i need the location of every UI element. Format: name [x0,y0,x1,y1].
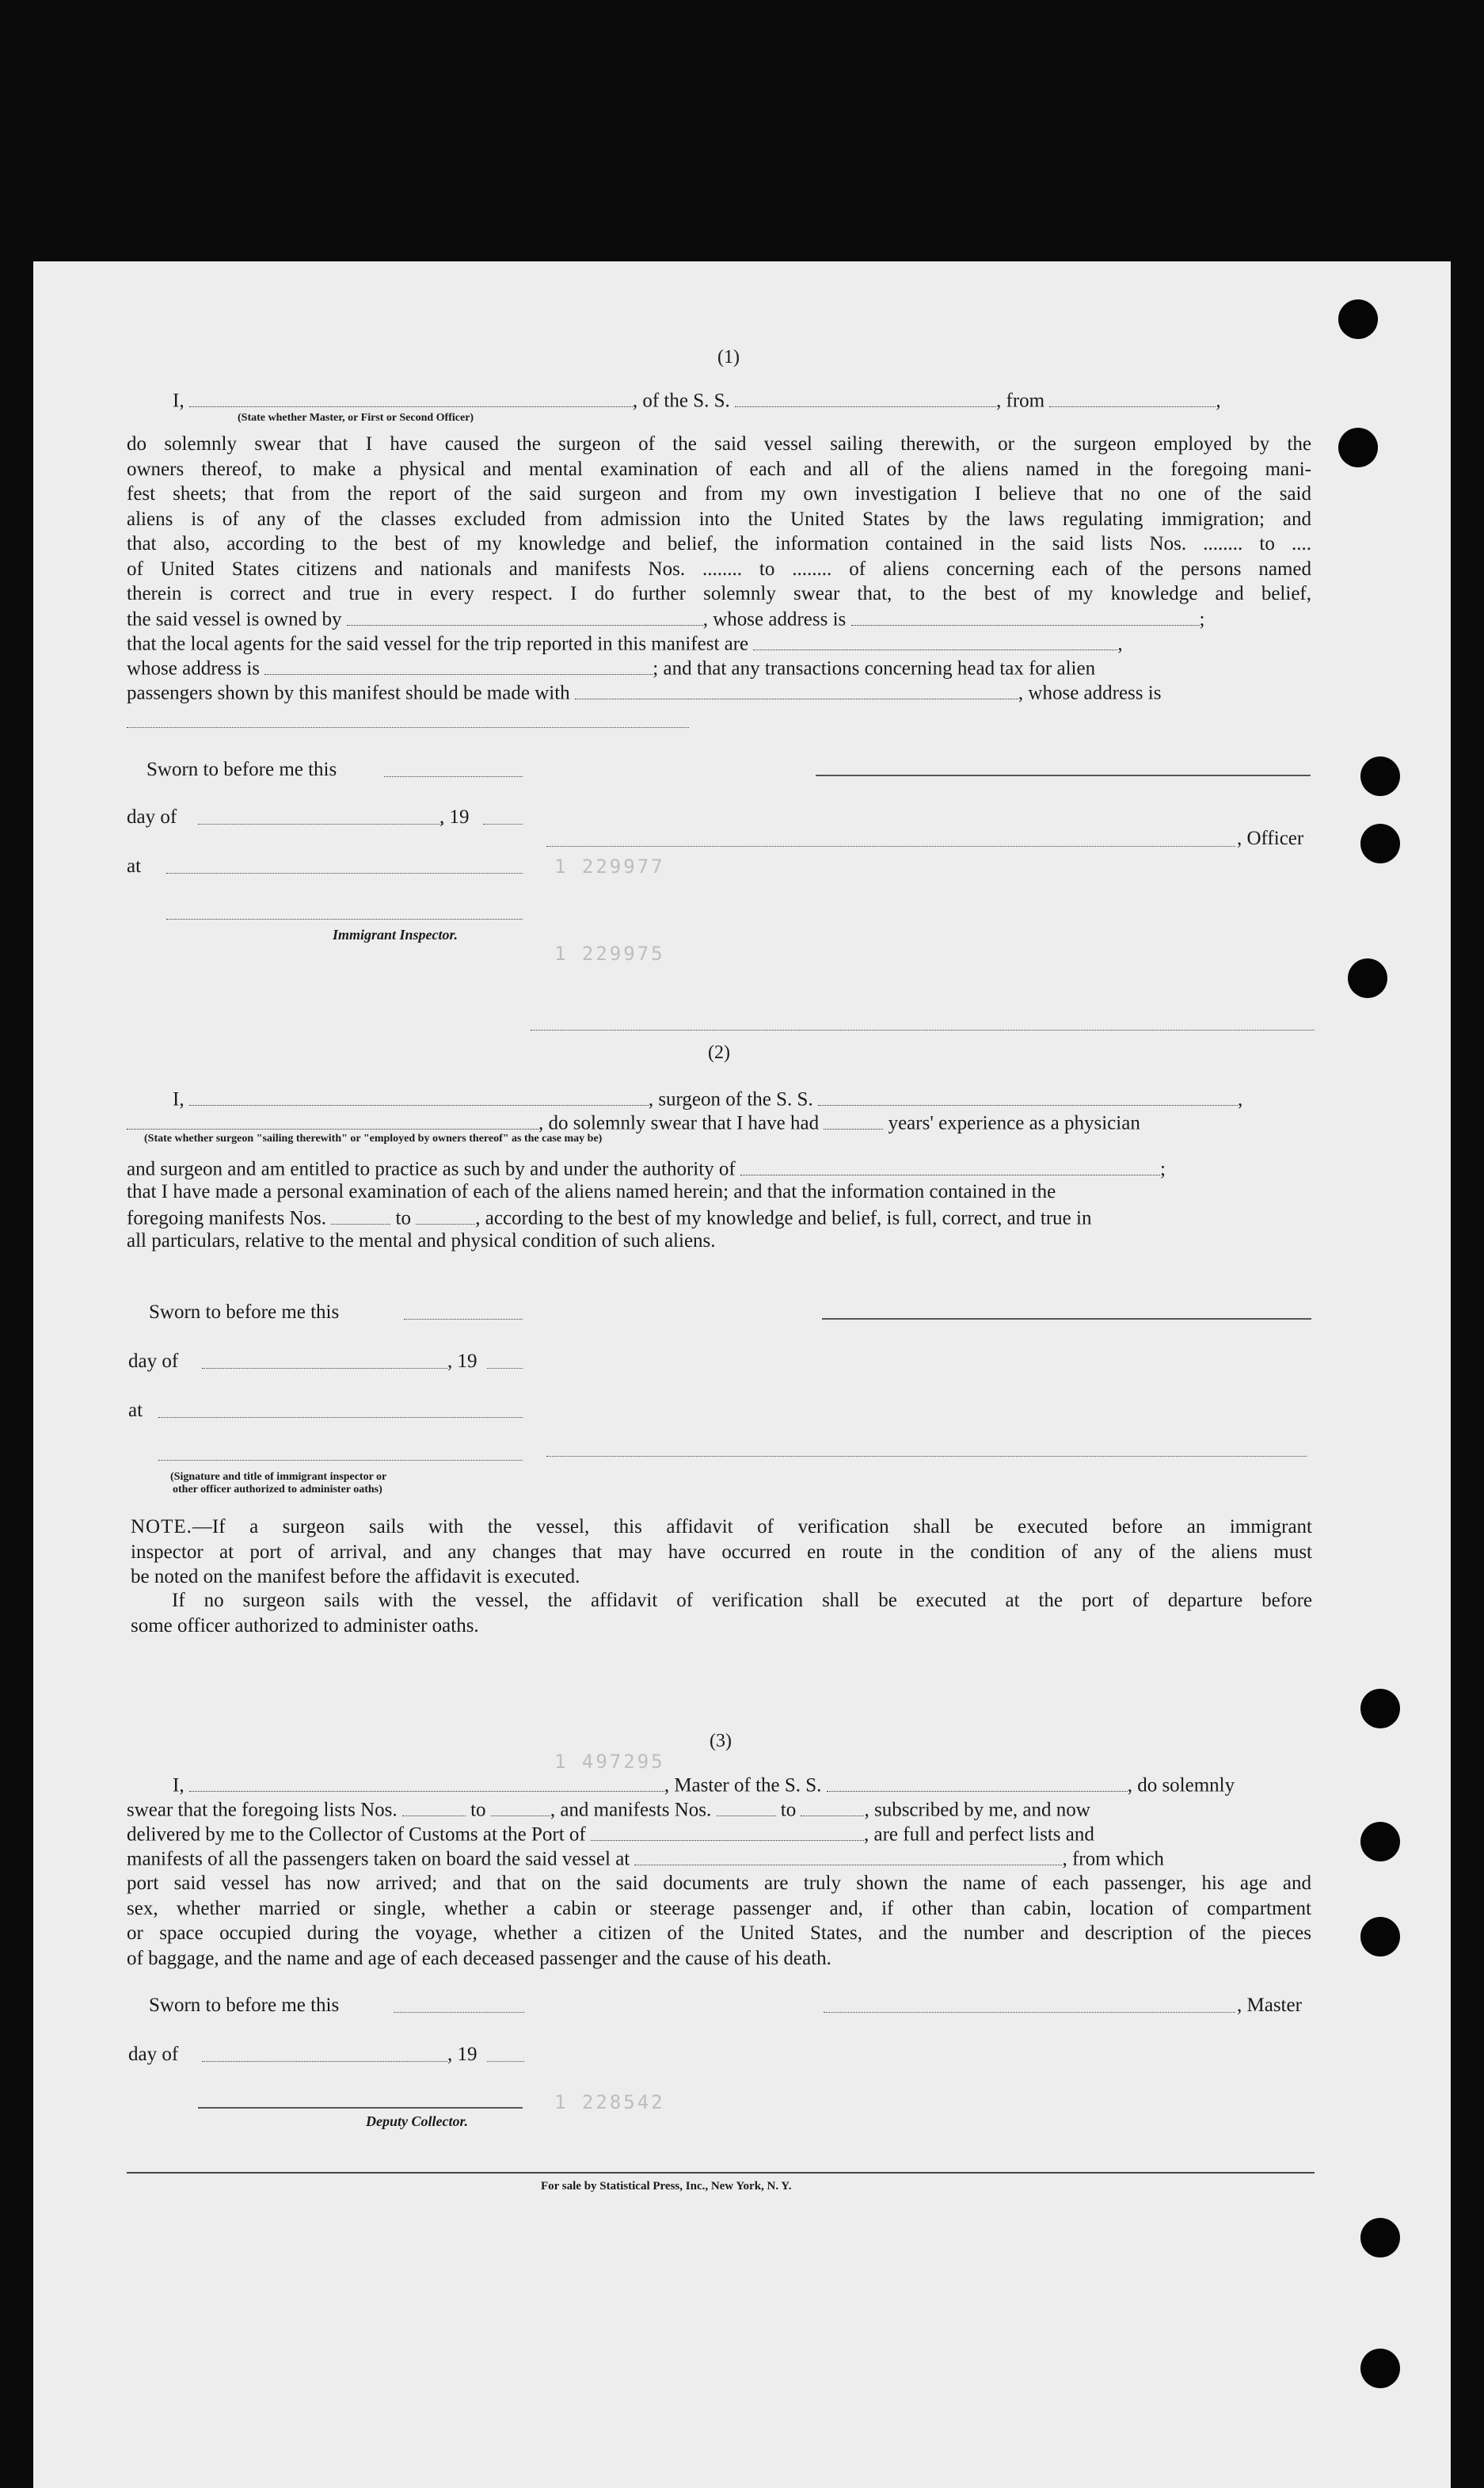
signature-caption-line-1: (Signature and title of immigrant inspector or [170,1471,387,1483]
address-continuation-rule [127,727,689,728]
passengers-line: passengers shown by this manifest should be made with , whose address is [127,680,1161,705]
day-blank-3 [202,2061,447,2062]
of-ss-label: , of the S. S. [632,390,730,412]
manifest-to-blank [416,1206,475,1225]
from-label: , from [996,390,1045,412]
at-blank-1 [166,873,523,874]
sworn-blank-2 [404,1319,523,1320]
day-blank-1 [198,824,443,825]
year-blank-3 [487,2061,524,2062]
day-of-label-1: day of [127,806,177,828]
note-label: NOTE. [131,1516,192,1537]
years-blank [824,1111,883,1130]
oath-i: I, [173,390,185,412]
punch-hole [1360,1822,1400,1861]
owned-by-line: the said vessel is owned by , whose address is ; [127,607,1204,631]
manifests-from-blank [717,1797,776,1816]
agents-blank [753,631,1117,650]
sworn-blank-1 [384,776,523,777]
officer-title-blank [546,846,1235,847]
manifest-from-blank [331,1206,390,1225]
section2-bottom-rule [546,1456,1307,1457]
surgeon-role-note: (State whether surgeon "sailing therewith" or "employed by owners thereof" as the case may be) [144,1133,603,1145]
deputy-collector-caption: Deputy Collector. [366,2113,468,2129]
owner-blank [347,607,703,626]
year-label-3: , 19 [447,2044,478,2065]
master-label: , Master [1237,1995,1302,2016]
master-oath-line-2: swear that the foregoing lists Nos. to , and manifests Nos. to , subscribed by me, and now [127,1797,1090,1822]
punch-hole [1348,958,1387,998]
sworn-label-3: Sworn to before me this [149,1995,340,2016]
master-vessel-blank [827,1773,1128,1792]
sworn-label-1: Sworn to before me this [146,759,337,780]
year-blank-2 [487,1368,523,1369]
year-label-1: , 19 [439,806,470,828]
agents-line: that the local agents for the said vessel for the trip reported in this manifest are , [127,631,1123,656]
at-label-1: at [127,855,142,877]
note-paragraph: NOTE.—If a surgeon sails with the vessel, this affidavit of verification shall be executed before an immigrant inspector at port of arrival, and any changes that may have occurred en route in the condition of any of the aliens must be noted on the manifest before the affidavit is executed. [131,1516,1312,1587]
name-blank [189,388,633,407]
sworn-label-2: Sworn to before me this [149,1301,340,1323]
at-blank-2 [158,1417,523,1418]
from-blank [1049,388,1216,407]
surgeon-oath-line-4: that I have made a personal examination of each of the aliens named herein; and that the information contained in the [127,1181,1056,1202]
surgeon-oath-line-5: foregoing manifests Nos. to , according to the best of my knowledge and belief, is full, correct, and true in [127,1206,1091,1230]
year-blank-1 [483,824,523,825]
sworn-blank-3 [394,2012,524,2013]
section-number-2: (2) [708,1042,730,1063]
punch-hole [1360,756,1400,796]
master-name-blank [189,1773,664,1792]
embark-port-blank [634,1846,1062,1865]
at-label-2: at [128,1400,143,1421]
manifests-to-blank [801,1797,864,1816]
bleed-through-stamp: 1 497295 [554,1751,665,1773]
punch-hole [1360,824,1400,863]
deputy-collector-signature-line [198,2107,523,2109]
day-of-label-2: day of [128,1351,179,1372]
bleed-through-stamp: 1 228542 [554,2091,665,2113]
punch-hole [1360,2218,1400,2257]
section2-rule [531,1030,1315,1031]
lists-from-blank [402,1797,466,1816]
printer-imprint: For sale by Statistical Press, Inc., New York, N. Y. [541,2180,792,2193]
section-number-1: (1) [717,347,740,368]
owner-address-blank [851,607,1200,626]
surgeon-vessel-blank [818,1087,1238,1106]
surgeon-oath-line-6: all particulars, relative to the mental and physical condition of such aliens. [127,1230,716,1252]
master-oath-line-1: I, , Master of the S. S. , do solemnly [173,1773,1235,1797]
bleed-through-stamp: 1 229975 [554,943,665,965]
section1-body: do solemnly swear that I have caused the surgeon of the said vessel sailing therewith, or the surgeon employed by the owners thereof, to make a physical and mental examination of each and all of the aliens named in the foregoing mani- fest sheets; that from the report of the said surgeon and from my own investigation I believe that no one of the said aliens is of any of the classes excluded from admission into the United States by the laws regulating immigration; and that also, according to the best of my knowledge and belief, the information contained in the said lists Nos. ........ to .... of United States citizens and nationals and manifests Nos. ........ to ........ of aliens concerning each of the persons named therein is correct and true in every respect. I do further solemnly swear that, to the best of my knowledge and belief, [127,433,1311,604]
surgeon-oath-line-1: I, , surgeon of the S. S. , [173,1087,1242,1111]
officer-signature-line [816,775,1311,776]
inspector-signature-blank [166,919,523,920]
punch-hole [1338,428,1378,467]
port-blank [591,1822,864,1841]
punch-hole [1360,1917,1400,1956]
footer-rule [127,2172,1315,2174]
surgeon-oath-line-3: and surgeon and am entitled to practice as such by and under the authority of ; [127,1156,1166,1181]
section-number-3: (3) [710,1731,732,1751]
immigrant-inspector-caption: Immigrant Inspector. [333,927,459,943]
bleed-through-stamp: 1 229977 [554,855,665,878]
punch-hole [1360,1689,1400,1728]
surgeon-name-blank [189,1087,649,1106]
day-blank-2 [202,1368,447,1369]
surgeon-oath-line-2: , do solemnly swear that I have had years' experience as a physician [127,1111,1140,1135]
surgeon-role-blank [127,1111,538,1130]
section3-body: port said vessel has now arrived; and that on the said documents are truly shown the name of each passenger, his age and sex, whether married or single, whether a cabin or steerage passenger and, if other than cabin, location of compartment or space occupied during the voyage, whether a citizen of the United States, and the number and description of the pieces of baggage, and the name and age of each deceased passenger and the cause of his death. [127,1873,1311,1969]
day-of-label-3: day of [128,2044,179,2065]
punch-hole [1338,299,1378,339]
whose-address-line: whose address is ; and that any transactions concerning head tax for alien [127,656,1095,680]
year-label-2: , 19 [447,1351,478,1372]
punch-hole [1360,2349,1400,2388]
vessel-blank [735,388,996,407]
agents-address-blank [264,656,653,675]
master-signature-blank [824,2012,1235,2013]
lists-to-blank [491,1797,550,1816]
oath-line-1: I, , of the S. S. , from , [173,388,1313,413]
authority-blank [740,1156,1160,1175]
surgeon-signature-line [822,1318,1311,1320]
officer-label: , Officer [1237,828,1304,849]
head-tax-blank [575,680,1018,699]
signature-caption-line-2: other officer authorized to administer oaths) [173,1484,382,1495]
inspector-signature-blank-2 [158,1460,523,1461]
master-oath-line-4: manifests of all the passengers taken on board the said vessel at , from which [127,1846,1164,1871]
note-paragraph-2: If no surgeon sails with the vessel, the affidavit of verification shall be executed at the port of departure before some officer authorized to administer oaths. [131,1590,1312,1636]
role-note: (State whether Master, or First or Second Officer) [238,412,474,424]
master-oath-line-3: delivered by me to the Collector of Customs at the Port of , are full and perfect lists and [127,1822,1094,1846]
